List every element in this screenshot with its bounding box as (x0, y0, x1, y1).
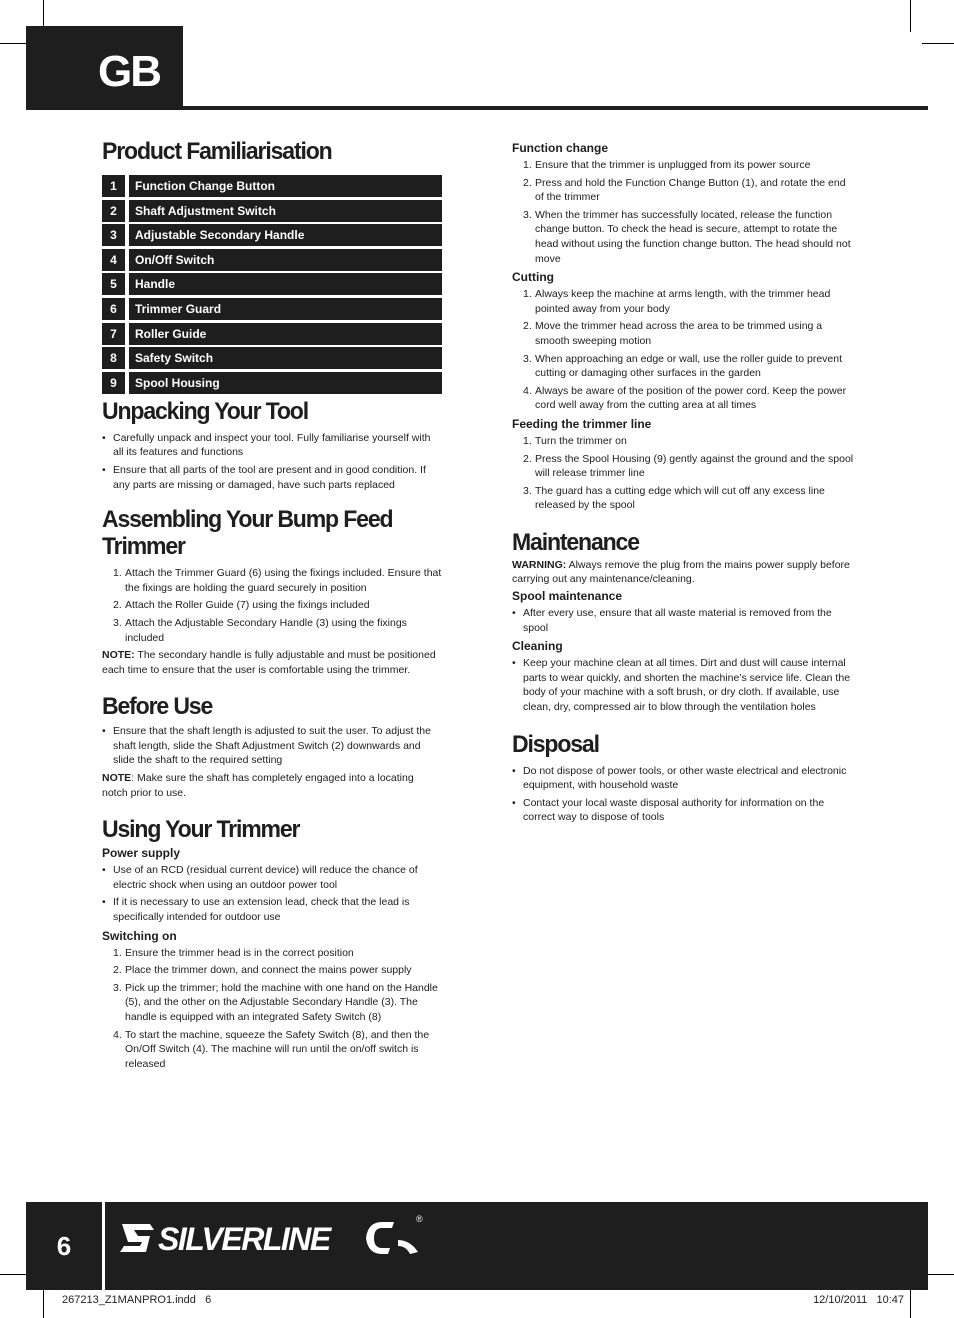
part-label: Safety Switch (129, 347, 442, 369)
list-item: • Use of an RCD (residual current device) will reduce the chance of electric shock when using an outdoor power tool (102, 863, 442, 892)
disposal-title: Disposal (512, 730, 599, 758)
power-supply-title: Power supply (102, 846, 181, 861)
list-item: 4. Always be aware of the position of the power cord. Keep the power cord well away from the cutting area at all times (523, 384, 847, 412)
part-label: Adjustable Secondary Handle (129, 224, 442, 246)
svg-text:SILVERLINE: SILVERLINE (158, 1221, 330, 1257)
switching-on-title: Switching on (102, 928, 177, 943)
crop-mark (922, 43, 954, 44)
unpacking-list (102, 431, 442, 492)
part-label: Handle (129, 273, 442, 295)
right-column (512, 140, 857, 828)
assembling-title: Assembling Your Bump Feed Trimmer (102, 506, 393, 561)
list-item: 1. Attach the Trimmer Guard (6) using the fixings included. Ensure that the fixings are holding the guard securely in position (113, 567, 442, 594)
part-number: 7 (102, 323, 125, 345)
list-item: 2. Press and hold the Function Change Button (1), and rotate the end of the trimmer (523, 176, 846, 204)
list-item: • If it is necessary to use an extension lead, check that the lead is specifically intended for outdoor use (102, 895, 442, 924)
list-item: • Carefully unpack and inspect your tool. Fully familiarise yourself with all its features and functions (102, 431, 442, 460)
part-label: Function Change Button (129, 175, 442, 197)
page-number: 6 (56, 1230, 72, 1261)
part-row (102, 372, 442, 394)
list-item: 3. The guard has a cutting edge which will cut off any excess line released by the spool (523, 484, 825, 512)
list-item: 2. Attach the Roller Guide (7) using the fixings included (113, 599, 370, 612)
cleaning-title: Cleaning (512, 639, 563, 654)
list-item: • Do not dispose of power tools, or other waste electrical and electronic equipment, with household waste (512, 764, 857, 793)
region-code: GB (98, 47, 160, 96)
unpacking-title: Unpacking Your Tool (102, 397, 308, 425)
part-label: Trimmer Guard (129, 298, 442, 320)
print-datetime: 12/10/2011 10:47 (813, 1294, 904, 1306)
list-item: 3. When the trimmer has successfully located, release the function change button. To check the head is secure, attempt to rotate the head without using the function change button. The head should not move (523, 208, 851, 265)
part-row (102, 273, 442, 295)
list-item: 4. To start the machine, squeeze the Safety Switch (8), and then the On/Off Switch (4). The machine will run until the on/off switch is released (113, 1028, 430, 1070)
spool-maintenance-title: Spool maintenance (512, 589, 623, 604)
part-row (102, 347, 442, 369)
crop-mark (910, 0, 911, 32)
part-row (102, 224, 442, 246)
function-change-title: Function change (512, 141, 608, 155)
crop-mark (910, 1286, 911, 1318)
list-item: 3. Pick up the trimmer; hold the machine with one hand on the Handle (5), and the other on the Adjustable Secondary Handle (3). The handle is equipped with an integrated Safety Switch (8) (113, 981, 438, 1023)
part-row (102, 249, 442, 271)
part-label: Spool Housing (129, 372, 442, 394)
footer-divider (102, 1202, 105, 1290)
list-item: 2. Move the trimmer head across the area to be trimmed using a smooth sweeping motion (523, 320, 823, 347)
list-item: 2. Place the trimmer down, and connect the mains power supply (113, 964, 412, 977)
list-item: • Contact your local waste disposal authority for information on the correct way to dispose of tools (512, 796, 857, 825)
list-item: 3. When approaching an edge or wall, use the roller guide to prevent cutting or damaging other surfaces in the garden (523, 352, 843, 380)
list-item: 2. Press the Spool Housing (9) gently against the ground and the spool will release trimmer line (523, 452, 854, 480)
part-number: 8 (102, 347, 125, 369)
function-change-steps (512, 158, 857, 266)
print-file-label: 267213_Z1MANPRO1.indd 6 (62, 1294, 212, 1306)
cutting-title: Cutting (512, 270, 554, 285)
list-item: • Ensure that the shaft length is adjusted to suit the user. To adjust the shaft length, slide the Shaft Adjustment Switch (2) downwards and slide the shaft to the required setting (102, 724, 442, 768)
part-number: 6 (102, 298, 125, 320)
part-number: 4 (102, 249, 125, 271)
part-label: On/Off Switch (129, 249, 442, 271)
part-row (102, 175, 442, 197)
list-item: 1. Always keep the machine at arms length, with the trimmer head pointed away from your body (523, 288, 831, 315)
part-row (102, 298, 442, 320)
header-rule (183, 106, 928, 110)
disposal-list (512, 764, 857, 825)
feeding-steps (512, 434, 857, 513)
maintenance-warning: WARNING: Always remove the plug from the mains power supply before carrying out any maintenance/cleaning. (512, 558, 850, 586)
maintenance-title: Maintenance (512, 528, 639, 556)
list-item: 3. Attach the Adjustable Secondary Handle (3) using the fixings included (113, 616, 407, 644)
part-number: 2 (102, 200, 125, 222)
part-number: 9 (102, 372, 125, 394)
before-use-note: NOTE: Make sure the shaft has completely engaged into a locating notch prior to use. (102, 772, 414, 799)
assembling-steps (102, 566, 442, 645)
part-number: 3 (102, 224, 125, 246)
part-row (102, 200, 442, 222)
parts-list (102, 175, 442, 394)
feeding-title: Feeding the trimmer line (512, 416, 652, 431)
svg-text:®: ® (416, 1214, 423, 1224)
part-label: Roller Guide (129, 323, 442, 345)
list-item: 1. Turn the trimmer on (523, 434, 627, 447)
cutting-steps (512, 287, 857, 413)
list-item: • After every use, ensure that all waste material is removed from the spool (512, 606, 857, 635)
crop-mark (43, 1286, 44, 1318)
before-use-list (102, 724, 442, 768)
list-item: 1. Ensure that the trimmer is unplugged from its power source (523, 159, 811, 171)
list-item: • Keep your machine clean at all times. Dirt and dust will cause internal parts to wear quickly, and shorten the machine’s service life. Clean the body of your machine with a soft brush, or dry cloth. If available, use clean, dry, compressed air to blow through the ventilation holes (512, 656, 857, 714)
list-item: 1. Ensure the trimmer head is in the correct position (113, 946, 354, 959)
power-supply-list (102, 863, 442, 924)
list-item: • Ensure that all parts of the tool are present and in good condition. If any parts are missing or damaged, have such parts replaced (102, 463, 442, 492)
before-use-title: Before Use (102, 693, 213, 721)
silverline-logo (120, 1212, 430, 1267)
part-number: 5 (102, 273, 125, 295)
part-row (102, 323, 442, 345)
cleaning-list (512, 656, 857, 714)
using-title: Using Your Trimmer (102, 816, 300, 844)
assembling-note: NOTE: The secondary handle is fully adjustable and must be positioned each time to ensure that the user is comfortable using the trimmer. (102, 649, 436, 676)
product-familiarisation-title: Product Familiarisation (102, 138, 332, 165)
part-label: Shaft Adjustment Switch (129, 200, 442, 222)
spool-maintenance-list (512, 606, 857, 635)
left-column (102, 138, 442, 1074)
switching-on-steps (102, 946, 442, 1072)
part-number: 1 (102, 175, 125, 197)
